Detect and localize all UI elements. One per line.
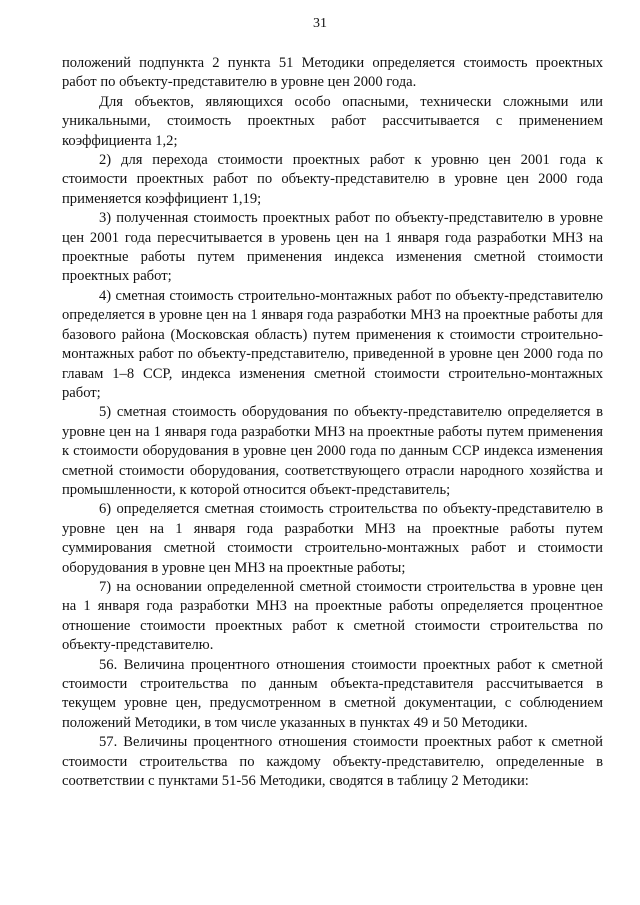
paragraph-item-3: 3) полученная стоимость проектных работ по объекту-представителю в уровне цен 2001 года пересчитывается в уровень цен на 1 января года разработки МНЗ на проектные работы путем применения индекса изменения сметной стоимости проектных работ; bbox=[62, 210, 603, 285]
paragraph-item-6: 6) определяется сметная стоимость строительства по объекту-представителю в уровне цен на 1 января года разработки МНЗ на проектные работы путем суммирования сметной стоимости строительно-монтажных работ и стоимости оборудования в уровне цен МНЗ на проектные работы; bbox=[62, 501, 603, 576]
paragraph-56: 56. Величина процентного отношения стоимости проектных работ к сметной стоимости строительства по данным объекта-представителя рассчитывается в текущем уровне цен, предусмотренном в сметной документации, с соблюдением положений Методики, в том числе указанных в пунктах 49 и 50 Методики. bbox=[62, 656, 603, 731]
paragraph-item-4: 4) сметная стоимость строительно-монтажных работ по объекту-представителю определяется в уровне цен на 1 января года разработки МНЗ на проектные работы для базового района (Московская область) путем применения к стоимости строительно-монтажных работ по объекту-представителю, приведенной в уровне цен 2000 года по главам 1–8 ССР, индекса изменения сметной стоимости строительно-монтажных работ; bbox=[62, 287, 603, 401]
paragraph-item-5: 5) сметная стоимость оборудования по объекту-представителю определяется в уровне цен на 1 января года разработки МНЗ на проектные работы путем применения к стоимости оборудования в уровне цен 2000 года по данным ССР индекса изменения сметной стоимости оборудования, соответствующего отрасли народного хозяйства и промышленности, к которой относится объект-представитель; bbox=[62, 404, 603, 498]
paragraph-57: 57. Величины процентного отношения стоимости проектных работ к сметной стоимости строительства по каждому объекту-представителю, определенные в соответствии с пунктами 51-56 Методики, сводятся в таблицу 2 Методики: bbox=[62, 734, 603, 790]
paragraph-item-7: 7) на основании определенной сметной стоимости строительства в уровне цен на 1 января года разработки МНЗ на проектные работы определяется процентное отношение стоимости проектных работ к сметной стоимости строительства по объекту-представителю. bbox=[62, 578, 603, 654]
page-number: 31 bbox=[313, 16, 327, 31]
paragraph-item-2: 2) для перехода стоимости проектных работ к уровню цен 2001 года к стоимости проектных работ по объекту-представителю в уровне цен 2000 года применяется коэффициент 1,19; bbox=[62, 152, 603, 207]
paragraph-continuation: положений подпункта 2 пункта 51 Методики определяется стоимость проектных работ по объекту-представителю в уровне цен 2000 года. bbox=[62, 55, 603, 91]
document-body bbox=[62, 54, 603, 791]
paragraph-coefficient-1-2: Для объектов, являющихся особо опасными, технически сложными или уникальными, стоимость проектных работ рассчитывается с применением коэффициента 1,2; bbox=[62, 93, 603, 149]
